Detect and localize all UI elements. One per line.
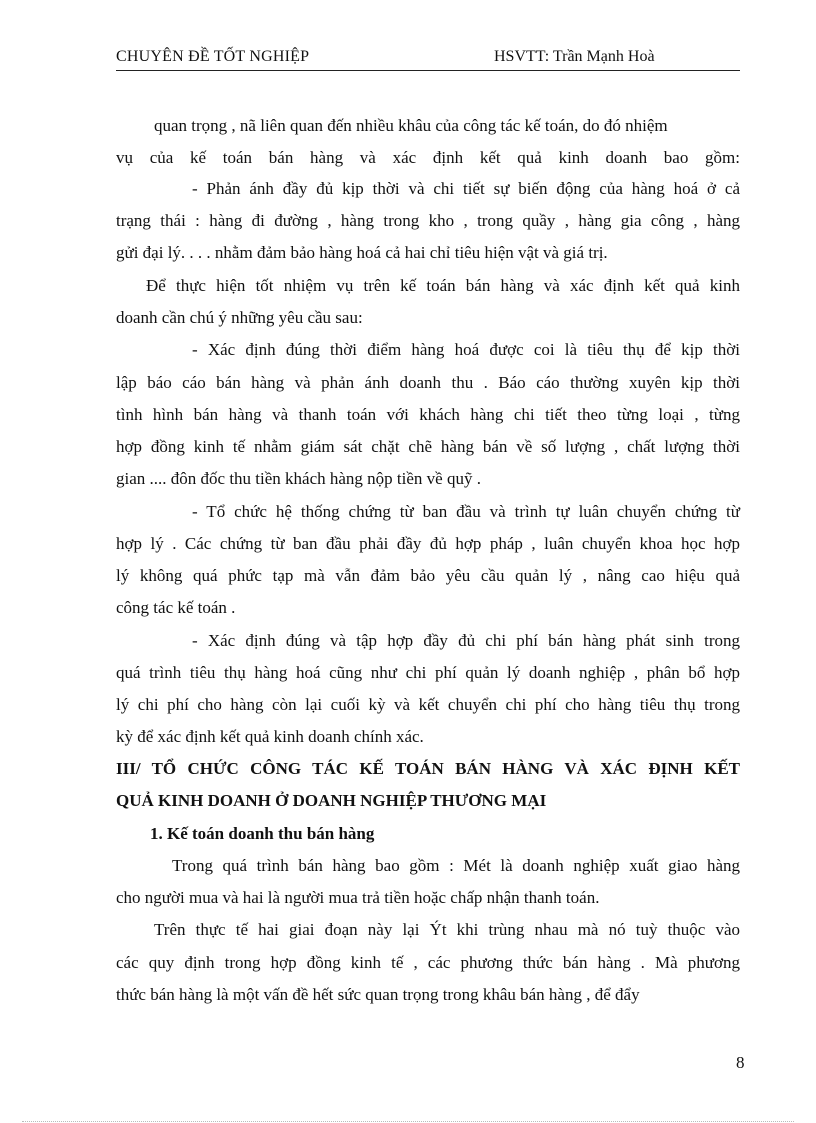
text-line: gửi đại lý. . . . nhằm đảm bảo hàng hoá cả hai chỉ tiêu hiện vật và giá trị.	[116, 243, 608, 262]
text-line: doanh cần chú ý những yêu cầu sau:	[116, 308, 363, 327]
text-line: hợp đồng kinh tế nhằm giám sát chặt chẽ hàng bán về số lượng , chất lượng thời	[116, 437, 740, 456]
text-line: cho người mua và hai là người mua trả tiền hoặc chấp nhận thanh toán.	[116, 888, 600, 907]
page-bottom-divider	[22, 1121, 794, 1122]
text-line: gian .... đôn đốc thu tiền khách hàng nộp tiền về quỹ .	[116, 469, 481, 488]
subsection-heading: 1. Kế toán doanh thu bán hàng	[150, 824, 375, 843]
text-line: lý không quá phức tạp mà vẫn đảm bảo yêu cầu quản lý , nâng cao hiệu quả	[116, 566, 740, 585]
text-line: quá trình tiêu thụ hàng hoá cũng như chi phí quản lý doanh nghiệp , phân bổ hợp	[116, 663, 740, 682]
text-line: - Xác định đúng thời điểm hàng hoá được coi là tiêu thụ để kịp thời	[192, 340, 740, 359]
header-title: CHUYÊN ĐỀ TỐT NGHIỆP	[116, 48, 310, 65]
text-line: lý chi phí cho hàng còn lại cuối kỳ và kết chuyển chi phí cho hàng tiêu thụ trong	[116, 695, 740, 714]
text-line: thức bán hàng là một vấn đề hết sức quan trọng trong khâu bán hàng , để đẩy	[116, 985, 640, 1004]
text-line: kỳ để xác định kết quả kinh doanh chính xác.	[116, 727, 424, 746]
text-line: lập báo cáo bán hàng và phản ánh doanh thu . Báo cáo thường xuyên kịp thời	[116, 373, 740, 392]
page-header	[116, 48, 740, 71]
text-line: Trong quá trình bán hàng bao gồm : Mét là doanh nghiệp xuất giao hàng	[172, 856, 740, 875]
section-heading: QUẢ KINH DOANH Ở DOANH NGHIỆP THƯƠNG MẠI	[116, 791, 547, 810]
text-line: các quy định trong hợp đồng kinh tế , các phương thức bán hàng . Mà phương	[116, 953, 740, 972]
page-number: 8	[736, 1053, 745, 1072]
text-line: - Phản ánh đầy đủ kịp thời và chi tiết sự biến động của hàng hoá ở cả	[192, 179, 740, 198]
text-line: Trên thực tế hai giai đoạn này lại Ýt khi trùng nhau mà nó tuỳ thuộc vào	[154, 920, 740, 939]
text-line: tình hình bán hàng và thanh toán với khách hàng chi tiết theo từng loại , từng	[116, 405, 740, 424]
text-line: - Tổ chức hệ thống chứng từ ban đầu và trình tự luân chuyển chứng từ	[192, 502, 740, 521]
header-author: HSVTT: Trần Mạnh Hoà	[494, 48, 655, 65]
text-line: Để thực hiện tốt nhiệm vụ trên kế toán bán hàng và xác định kết quả kinh	[146, 276, 740, 295]
text-line: công tác kế toán .	[116, 598, 236, 617]
section-heading: III/ TỔ CHỨC CÔNG TÁC KẾ TOÁN BÁN HÀNG VÀ XÁC ĐỊNH KẾT	[116, 759, 740, 778]
text-line: quan trọng , nã liên quan đến nhiều khâu của công tác kế toán, do đó nhiệm	[154, 116, 668, 135]
text-line: trạng thái : hàng đi đường , hàng trong kho , trong quầy , hàng gia công , hàng	[116, 211, 740, 230]
text-line: hợp lý . Các chứng từ ban đầu phải đầy đủ hợp pháp , luân chuyển khoa học hợp	[116, 534, 740, 553]
text-line: vụ của kế toán bán hàng và xác định kết quả kinh doanh bao gồm:	[116, 148, 740, 167]
text-line: - Xác định đúng và tập hợp đầy đủ chi phí bán hàng phát sinh trong	[192, 631, 740, 650]
